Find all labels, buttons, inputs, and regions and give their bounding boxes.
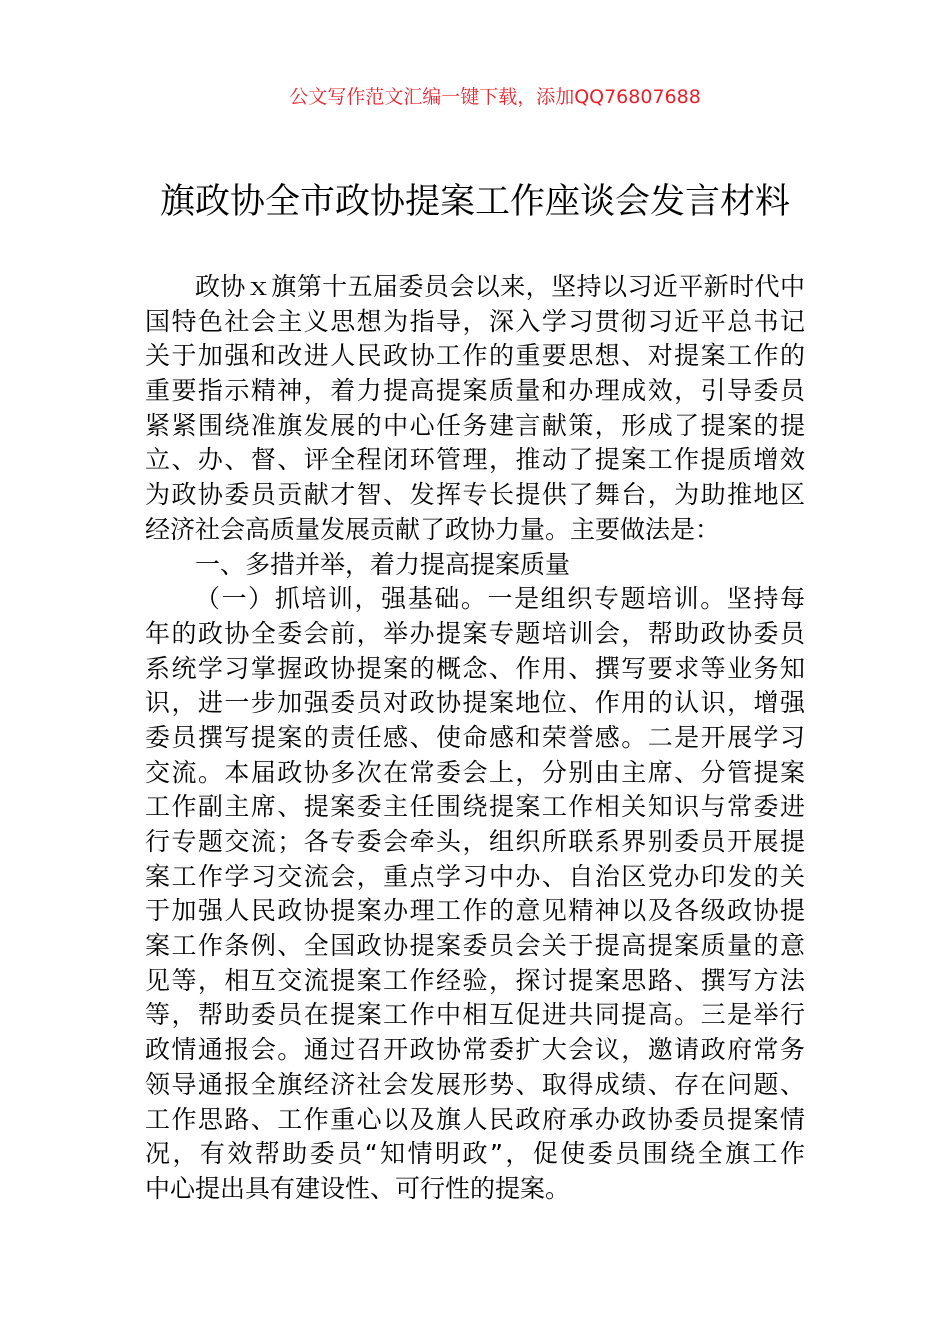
paragraph-line: （一）抓培训，强基础。一是组织专题培训。坚持每	[195, 584, 805, 614]
paragraph-line: 委员撰写提案的责任感、使命感和荣誉感。二是开展学习	[145, 722, 805, 752]
paragraph-line: 系统学习掌握政协提案的概念、作用、撰写要求等业务知	[145, 653, 805, 683]
paragraph-line: 工作副主席、提案委主任围绕提案工作相关知识与常委进	[145, 792, 805, 822]
paragraph-line: 年的政协全委会前，举办提案专题培训会，帮助政协委员	[145, 618, 805, 648]
paragraph-line: 案工作条例、全国政协提案委员会关于提高提案质量的意	[145, 931, 805, 961]
paragraph-line: 经济社会高质量发展贡献了政协力量。主要做法是：	[145, 514, 721, 544]
paragraph-line: 见等，相互交流提案工作经验，探讨提案思路、撰写方法	[145, 965, 805, 995]
watermark-header: 公文写作范文汇编一键下载，添加QQ76807688	[289, 86, 701, 108]
section-heading: 一、多措并举，着力提高提案质量	[195, 549, 571, 579]
paragraph-line: 为政协委员贡献才智、发挥专长提供了舞台，为助推地区	[145, 480, 805, 510]
paragraph-line: 中心提出具有建设性、可行性的提案。	[145, 1173, 571, 1203]
paragraph-line: 行专题交流；各专委会牵头，组织所联系界别委员开展提	[145, 827, 805, 856]
paragraph-line: 重要指示精神，着力提高提案质量和办理成效，引导委员	[145, 376, 805, 406]
paragraph-line: 紧紧围绕准旗发展的中心任务建言献策，形成了提案的提	[145, 410, 805, 440]
paragraph-line: 关于加强和改进人民政协工作的重要思想、对提案工作的	[145, 341, 805, 371]
document-title: 旗政协全市政协提案工作座谈会发言材料	[159, 182, 790, 222]
paragraph-line: 交流。本届政协多次在常委会上，分别由主席、分管提案	[145, 757, 805, 787]
paragraph-line: 况，有效帮助委员“知情明政”，促使委员围绕全旗工作	[145, 1139, 805, 1169]
paragraph-line: 案工作学习交流会，重点学习中办、自治区党办印发的关	[145, 861, 805, 891]
paragraph-line: 工作思路、工作重心以及旗人民政府承办政协委员提案情	[145, 1104, 805, 1134]
paragraph-line: 政情通报会。通过召开政协常委扩大会议，邀请政府常务	[145, 1035, 805, 1065]
paragraph-line: 政协ｘ旗第十五届委员会以来，坚持以习近平新时代中	[195, 272, 805, 301]
paragraph-line: 立、办、督、评全程闭环管理，推动了提案工作提质增效	[145, 445, 805, 475]
paragraph-line: 等，帮助委员在提案工作中相互促进共同提高。三是举行	[145, 1000, 805, 1030]
document-body	[145, 270, 805, 1207]
paragraph-line: 领导通报全旗经济社会发展形势、取得成绩、存在问题、	[145, 1069, 805, 1099]
paragraph-line: 国特色社会主义思想为指导，深入学习贯彻习近平总书记	[145, 306, 805, 336]
paragraph-line: 于加强人民政协提案办理工作的意见精神以及各级政协提	[145, 896, 805, 926]
paragraph-line: 识，进一步加强委员对政协提案地位、作用的认识，增强	[145, 688, 805, 718]
